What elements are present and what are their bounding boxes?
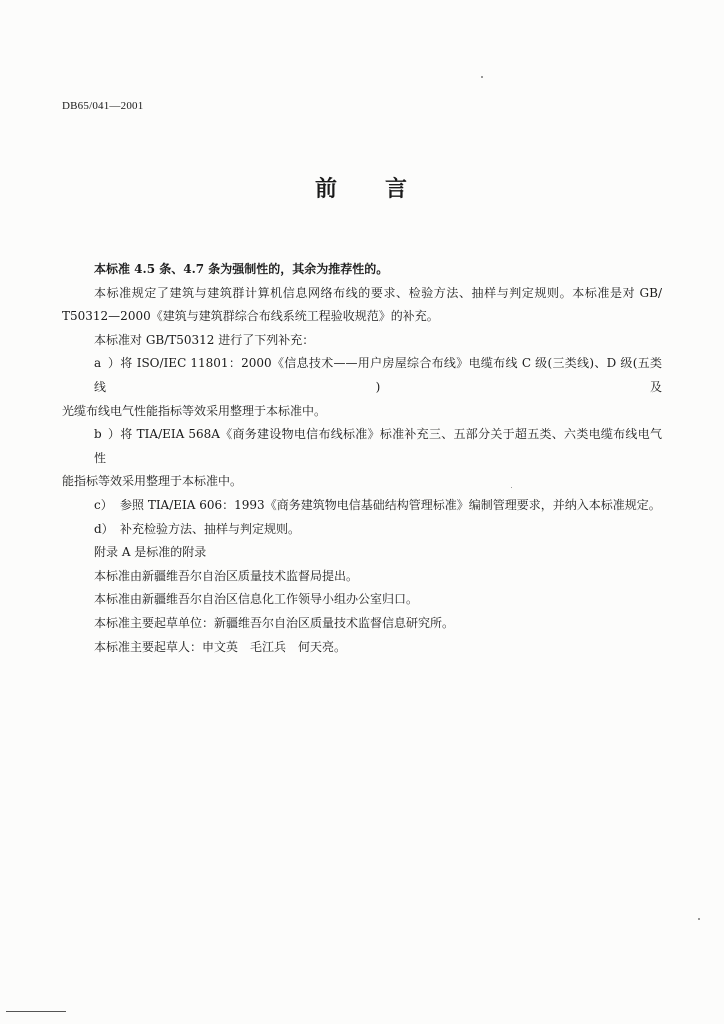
list-item-a-line-1 xyxy=(62,352,662,399)
supplement-intro-paragraph: 本标准对 GB/T50312 进行了下列补充： xyxy=(94,332,315,347)
list-item-c xyxy=(62,494,662,518)
page-title xyxy=(0,172,724,203)
document-code: DB65/041—2001 xyxy=(62,100,144,112)
list-item-a-line-2: 光缆布线电气性能指标等效采用整理于本标准中。 xyxy=(62,403,327,418)
scan-speck xyxy=(511,487,512,488)
list-item-b-line-2: 能指标等效采用整理于本标准中。 xyxy=(62,474,243,489)
proposer-statement: 本标准由新疆维吾尔自治区质量技术监督局提出。 xyxy=(94,568,359,583)
list-item-c-text: 参照 TIA/EIA 606：1993《商务建筑物电信基础结构管理标准》编制管理要求，并纳入本标准规定。 xyxy=(120,497,661,512)
list-item-a-label: a） xyxy=(94,356,120,371)
title-char-1: 前 xyxy=(314,177,339,202)
list-item-a-text: 将 ISO/IEC 11801：2000《信息技术——用户房屋综合布线》电缆布线 C 级(三类线)、D 级(五类线)及 xyxy=(94,356,662,394)
owner-statement: 本标准由新疆维吾尔自治区信息化工作领导小组办公室归口。 xyxy=(94,592,419,607)
scan-edge-line xyxy=(6,1011,66,1012)
mandatory-clause-paragraph: 本标准 4.5 条、4.7 条为强制性的，其余为推荐性的。 xyxy=(94,262,389,276)
list-item-c-label: c） xyxy=(94,497,113,512)
preface-body xyxy=(62,258,662,659)
list-item-d-label: d） xyxy=(94,521,114,536)
list-item-b-text: 将 TIA/EIA 568A《商务建设物电信布线标准》标准补充三、五部分关于超五类、六类电缆布线电气性 xyxy=(94,427,662,465)
title-char-2: 言 xyxy=(385,177,410,202)
scan-speck xyxy=(481,76,483,78)
list-item-d-text: 补充检验方法、抽样与判定规则。 xyxy=(120,521,301,536)
drafting-unit-statement: 本标准主要起草单位：新疆维吾尔自治区质量技术监督信息研究所。 xyxy=(94,615,455,630)
scope-paragraph-line-1: 本标准规定了建筑与建筑群计算机信息网络布线的要求、检验方法、抽样与判定规则。本标准是对 GB/ xyxy=(94,285,662,300)
list-item-b-line-1 xyxy=(62,423,662,470)
list-item-b-label: b） xyxy=(94,427,120,442)
scope-paragraph-line-2: T50312—2000《建筑与建筑群综合布线系统工程验收规范》的补充。 xyxy=(62,309,439,324)
scan-speck xyxy=(698,918,700,920)
list-item-d xyxy=(62,518,662,542)
drafters-statement: 本标准主要起草人：申文英 毛江兵 何天亮。 xyxy=(94,639,347,654)
appendix-note: 附录 A 是标准的附录 xyxy=(94,545,207,560)
